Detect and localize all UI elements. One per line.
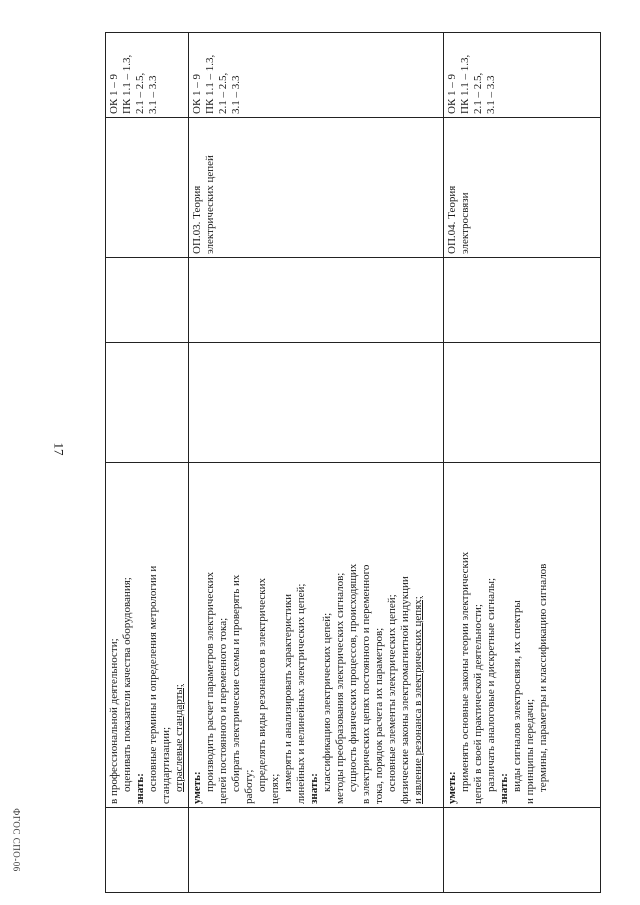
content-line: знать: [134,773,146,804]
content-line: собирать электрические схемы и проверять их [230,574,242,792]
discipline-cell [189,118,444,258]
content-line: производить расчет параметров электрических [204,571,216,792]
footer-code: ФГОС СПО-06 [11,808,22,872]
competencies-cell [106,33,189,118]
competencies-line: ОК 1 – 9 [108,73,120,114]
content-line: физические законы электромагнитной индукции [399,576,411,804]
curriculum-table [105,32,601,893]
table-row [189,33,444,893]
content-line: цепях; [269,773,281,804]
content-line: основные элементы электрических цепей; [386,594,398,792]
content-line: классификацию электрических цепей; [321,612,333,792]
competencies-line: ПК 1.1 – 1.3, [459,54,471,114]
row-index-cell [444,808,601,893]
content-line: определять виды резонансов в электрических [256,578,268,792]
discipline-cell [444,118,601,258]
competencies-cell [189,33,444,118]
discipline-line: электросвязи [459,192,471,254]
content-line: термины, параметры и классификацию сигналов [537,563,549,792]
competencies-line: 3.1 – 3.3 [147,75,159,114]
hours-cell [106,343,189,463]
hours-cell [189,343,444,463]
content-line: тока, порядок расчета их параметров; [373,627,385,804]
page-number: 17 [51,442,67,456]
competencies-line: ОК 1 – 9 [446,73,458,114]
discipline-line: электрических цепей [204,155,216,254]
content-line: уметь: [446,771,458,804]
competency-lines [446,36,498,114]
row-index-cell [189,808,444,893]
rotated-table-container [105,33,600,893]
competency-lines [191,36,243,114]
content-line: работу; [243,769,255,804]
content-line: отраслевые стандарты; [173,684,185,792]
discipline-line: ОП.03. Теория [191,185,203,254]
content-line: методы преобразования электрических сигналов; [334,572,346,804]
competency-lines [108,36,160,114]
row-index-cell [106,808,189,893]
competencies-line: 2.1 – 2.5, [472,72,484,114]
competencies-line: 2.1 – 2.5, [217,72,229,114]
competencies-line: 2.1 – 2.5, [134,72,146,114]
table-row [106,33,189,893]
content-line: цепей в своей практической деятельности; [472,604,484,804]
content-line: знать: [308,773,320,804]
content-line: измерять и анализировать характеристики [282,594,294,792]
content-cell [444,463,601,808]
content-cell [189,463,444,808]
content-lines [108,466,186,804]
competencies-line: 3.1 – 3.3 [485,75,497,114]
content-lines [191,466,425,804]
content-line: основные термины и определения метрологии и [147,565,159,792]
content-line: уметь: [191,771,203,804]
hours-cell [106,258,189,343]
discipline-cell [106,118,189,258]
content-line: виды сигналов электросвязи, их спектры [511,600,523,792]
competencies-line: ПК 1.1 – 1.3, [121,54,133,114]
competencies-line: 3.1 – 3.3 [230,75,242,114]
competencies-line: ПК 1.1 – 1.3, [204,54,216,114]
discipline-lines [191,121,217,254]
content-line: цепей постоянного и переменного тока; [217,617,229,804]
content-line: линейных и нелинейных электрических цепей; [295,583,307,804]
content-cell [106,463,189,808]
content-lines [446,466,550,804]
content-line: и явление резонанса в электрических цепях; [412,596,424,804]
content-line: в профессиональной деятельности; [108,638,120,804]
content-line: сущность физических процессов, происходящих [347,563,359,792]
content-line: стандартизации; [160,726,172,804]
discipline-line: ОП.04. Теория [446,185,458,254]
hours-cell [189,258,444,343]
content-line: оценивать показатели качества оборудования; [121,577,133,792]
hours-cell [444,343,601,463]
content-line: различать аналоговые и дискретные сигналы; [485,577,497,792]
hours-cell [444,258,601,343]
competencies-cell [444,33,601,118]
competencies-line: ОК 1 – 9 [191,73,203,114]
table-row [444,33,601,893]
discipline-lines [446,121,472,254]
content-line: применять основные законы теории электрических [459,551,471,792]
content-line: и принципы передачи; [524,698,536,804]
content-line: в электрических цепях постоянного и переменного [360,564,372,804]
content-line: знать: [498,773,510,804]
